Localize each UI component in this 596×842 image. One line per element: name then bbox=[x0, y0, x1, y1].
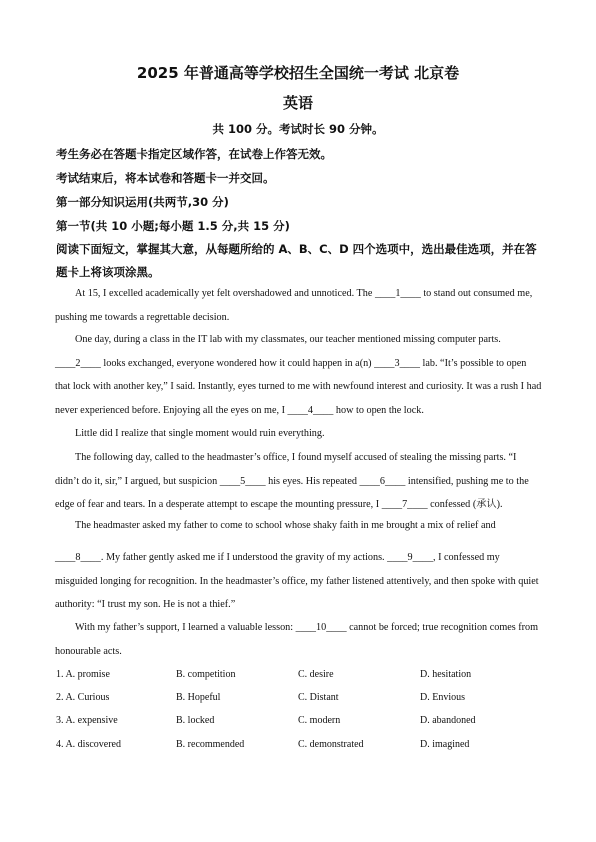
option-text: C. desire bbox=[298, 669, 334, 680]
option-text: 1. A. promise bbox=[56, 669, 110, 680]
instruction-line: 考生务必在答题卡指定区域作答，在试卷上作答无效。 bbox=[56, 147, 332, 161]
passage-paragraph: The headmaster asked my father to come to school whose shaky faith in me brought a mix of relief and bbox=[75, 520, 496, 531]
option-text: B. locked bbox=[176, 715, 215, 726]
option-text: C. demonstrated bbox=[298, 739, 364, 750]
passage-paragraph: ____8____. My father gently asked me if I understood the gravity of my actions. ____9____, I confessed my misguided longing for recognition. In the headmaster’s office, my father listened attentively, and then spoke with quiet authority: “I trust my son. He is not a thief.” bbox=[55, 552, 539, 610]
passage-paragraph: With my father’s support, I learned a valuable lesson: ____10____ cannot be forced; true recognition comes from honourable acts. bbox=[55, 622, 539, 657]
exam-title: 2025 年普通高等学校招生全国统一考试 北京卷 bbox=[136, 64, 460, 82]
option-text: C. Distant bbox=[298, 692, 339, 703]
subsection-heading: 第一节(共 10 小题;每小题 1.5 分,共 15 分) bbox=[56, 219, 290, 233]
option-text: B. Hopeful bbox=[176, 692, 221, 703]
option-text: B. recommended bbox=[176, 739, 245, 750]
option-text: 4. A. discovered bbox=[56, 739, 121, 750]
option-text: 2. A. Curious bbox=[56, 692, 110, 703]
option-text: D. abandoned bbox=[420, 715, 476, 726]
option-text: C. modern bbox=[298, 715, 341, 726]
option-text: 3. A. expensive bbox=[56, 715, 118, 726]
passage-paragraph: One day, during a class in the IT lab with my classmates, our teacher mentioned missing computer parts. ____2____ looks exchanged, everyone wondered how it could happen in a(n) ____3____ lab. “It’s possible to open that lock with another key,” I said. Instantly, eyes turned to me with newfound interest and curiosity. It was a rush I had never experienced before. Enjoying all the eyes on me, I ____4____ how to open the lock. bbox=[55, 334, 542, 416]
passage-paragraph: At 15, I excelled academically yet felt overshadowed and unnoticed. The ____1____ to stand out consumed me, pushing me towards a regrettable decision. bbox=[55, 288, 533, 323]
option-text: D. Envious bbox=[420, 692, 465, 703]
directions-line: 阅读下面短文，掌握其大意，从每题所给的 A、B、C、D 四个选项中，选出最佳选项，并在答 bbox=[56, 242, 537, 256]
subject-title: 英语 bbox=[282, 94, 313, 112]
instruction-line: 考试结束后，将本试卷和答题卡一并交回。 bbox=[56, 171, 275, 185]
exam-info: 共 100 分。考试时长 90 分钟。 bbox=[212, 122, 384, 136]
passage-paragraph: Little did I realize that single moment would ruin everything. bbox=[75, 428, 325, 439]
directions-line: 题卡上将该项涂黑。 bbox=[56, 265, 160, 279]
option-text: D. hesitation bbox=[420, 669, 472, 680]
section-heading: 第一部分知识运用(共两节,30 分) bbox=[56, 195, 229, 209]
option-text: D. imagined bbox=[420, 739, 470, 750]
passage-paragraph: The following day, called to the headmaster’s office, I found myself accused of stealing the missing parts. “I didn’t do it, sir,” I argued, but suspicion ____5____ his eyes. His repeated ____6____ intensified, pushing me to the edge of fear and tears. In a desperate attempt to escape the mounting pressure, I ____7____ confessed (承认). bbox=[55, 452, 529, 510]
option-text: B. competition bbox=[176, 669, 236, 680]
